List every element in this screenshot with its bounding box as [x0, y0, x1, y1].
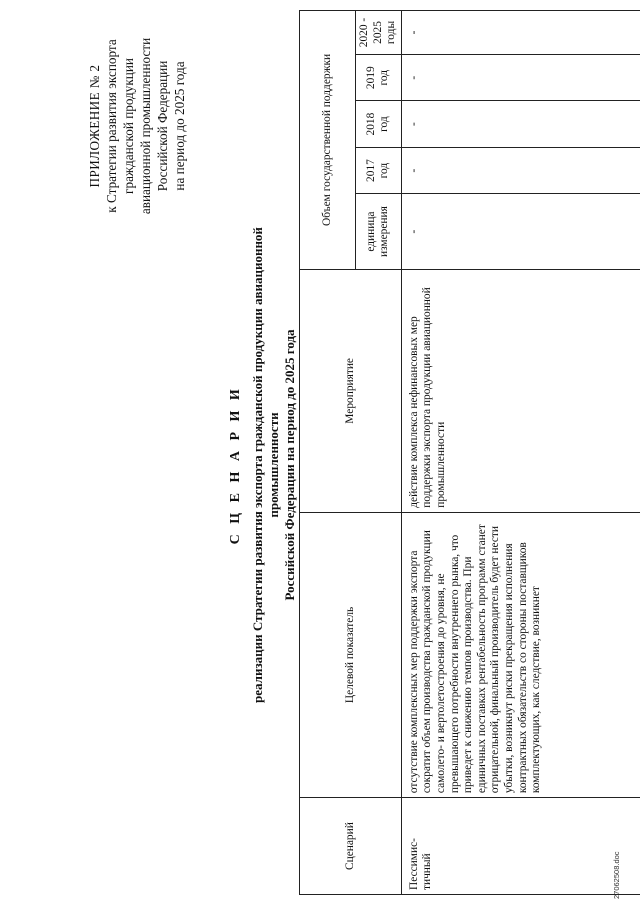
header-scenario: Сценарий: [300, 798, 402, 895]
appendix-heading: ПРИЛОЖЕНИЕ № 2: [87, 64, 102, 188]
header-support-group: Объем государственной поддержки: [300, 11, 356, 270]
cell-2019: -: [401, 54, 640, 100]
cell-unit: -: [401, 194, 640, 270]
appendix-line: гражданской продукции: [121, 58, 136, 194]
header-target: Целевой показатель: [300, 512, 402, 797]
appendix-line: авиационной промышленности: [138, 37, 153, 215]
appendix-block: [86, 11, 188, 241]
title-line-1: реализации Стратегии развития экспорта гражданской продукции авиационной промышленности: [250, 227, 281, 703]
appendix-line: на период до 2025 года: [172, 61, 187, 191]
appendix-line: Российской Федерации: [155, 60, 170, 192]
cell-2017: -: [401, 147, 640, 193]
scenarios-table: [299, 10, 640, 895]
cell-2018: -: [401, 101, 640, 147]
cell-measure: действие комплекса нефинансовых мер поддержки экспорта продукции авиационной промышленности: [401, 269, 640, 512]
title-line-2: Российской Федерации на период до 2025 года: [282, 329, 297, 601]
table-row: [401, 11, 640, 895]
header-2019: 2019 год: [356, 54, 402, 100]
title-main: С Ц Е Н А Р И И: [228, 385, 243, 545]
cell-target: отсутствие комплексных мер поддержки экспорта сократит объем производства гражданской продукции самолето- и вертолетостроения до уровня, не превышающего потребности внутреннего рынка, что приведет к снижению темпов производства. При единичных поставках рентабельность программ станет отрицательной, финальный производитель будет нести убытки, возникнут риски прекращения исполнения контрактных обязательств со стороны поставщиков комплектующих, как следствие, возникнет: [401, 512, 640, 797]
header-2020-2025: 2020 - 2025 годы: [356, 11, 402, 55]
file-reference: 27062508.doc: [612, 851, 621, 899]
header-unit: единица измерения: [356, 194, 402, 270]
cell-2020-2025: -: [401, 11, 640, 55]
header-2018: 2018 год: [356, 101, 402, 147]
cell-scenario: Пессимис-тичный: [401, 798, 640, 895]
document-title: [226, 175, 298, 755]
appendix-line: к Стратегии развития экспорта: [104, 39, 119, 213]
header-measure: Мероприятие: [300, 269, 402, 512]
header-2017: 2017 год: [356, 147, 402, 193]
